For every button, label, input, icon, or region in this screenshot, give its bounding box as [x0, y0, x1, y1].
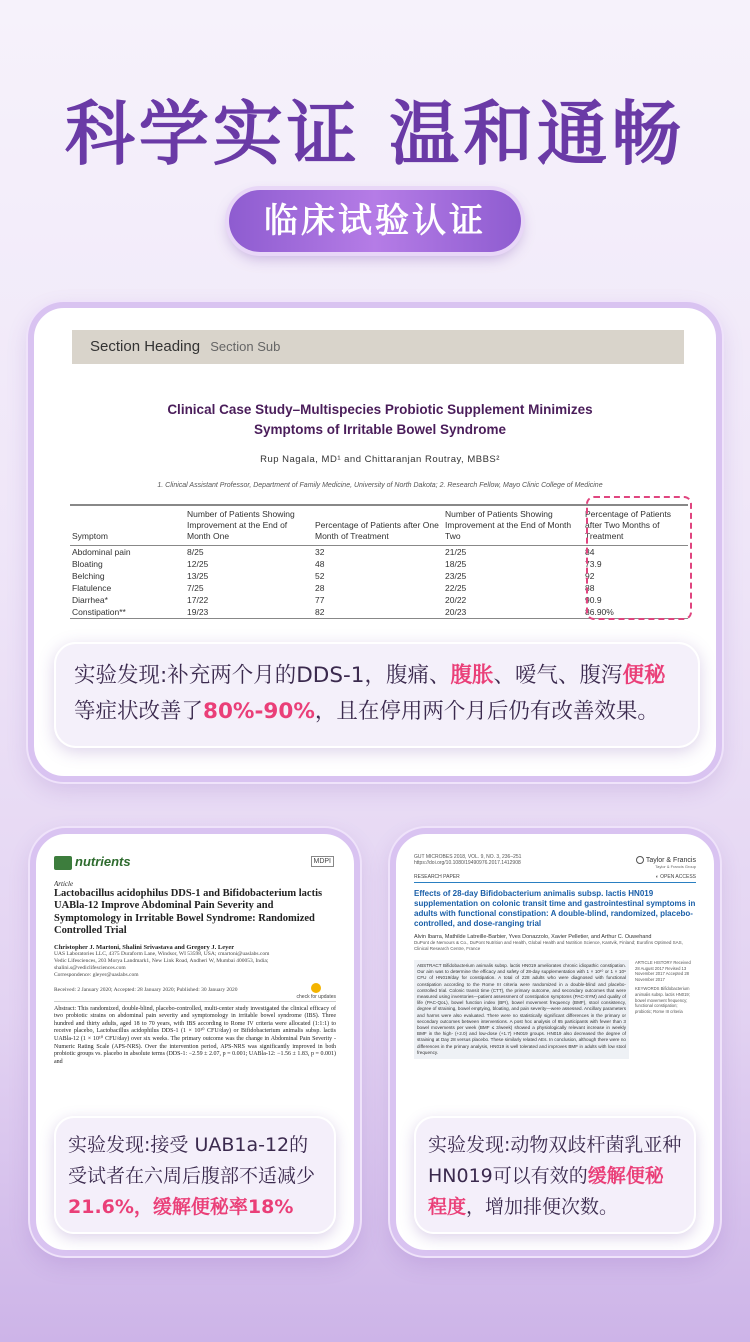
section-heading: Section Heading [90, 338, 201, 355]
table-cell: 90.9 [585, 595, 602, 605]
table-cell: 88 [585, 583, 595, 593]
table-cell: 20/23 [443, 606, 583, 619]
table-cell: Flatulence [72, 583, 112, 593]
table-cell: 23/25 [445, 571, 467, 581]
paper-sidebar [635, 960, 691, 1059]
table-cell: 8/25 [187, 547, 204, 557]
table-cell: 77 [315, 595, 325, 605]
table-cell: 7/25 [187, 583, 204, 593]
finding-text: 实验发现:动物双歧杆菌乳亚种HN019可以有效的 [428, 1134, 682, 1187]
page-title: 科学实证 温和通畅 [64, 93, 686, 175]
paper-title: Lactobacillus acidophilus DDS-1 and Bifidobacterium lactis UABla-12 Improve Abdominal Pain Severity and Symptomology in Irritable Bowel Syndrome: Randomized Controlled Trial [54, 887, 323, 937]
section-heading-bar [72, 330, 684, 364]
table-cell: 22/25 [445, 583, 467, 593]
article-type: Article [54, 879, 74, 888]
check-updates-icon [311, 983, 321, 993]
finding-highlight: 便秘 [622, 663, 666, 688]
paper-affiliation: Vedic Lifesciences, 203 Morya Landmark1, New Link Road, Andheri W, Mumbai 400053, India; shalini.s@vediclifesciences.com [54, 957, 269, 971]
open-access-badge [656, 874, 696, 880]
table-header: Number of Patients Showing Improvement at the End of Month Two [443, 505, 583, 546]
finding-text: 实验发现:补充两个月的DDS-1，腹痛、 [74, 663, 451, 688]
table-cell: Abdominal pain [72, 547, 131, 557]
journal-logo [54, 854, 336, 870]
table-cell: 48 [315, 559, 325, 569]
table-cell: Constipation** [70, 606, 185, 619]
table-header: Number of Patients Showing Improvement at the End of Month One [185, 505, 313, 546]
leaf-icon [54, 856, 72, 870]
table-cell: 28 [315, 583, 325, 593]
paper-authors: Alvin Ibarra, Mathilde Latreille-Barbier, Yves Donazzolo, Xavier Pelletier, and Arthur C. Ouwehand [414, 934, 652, 940]
table-header: Symptom [70, 505, 185, 546]
open-access-label: OPEN ACCESS [660, 874, 696, 880]
table-cell: 17/22 [187, 595, 209, 605]
article-keywords: KEYWORDS Bifidobacterium animalis subsp. lactis HN019; bowel movement frequency; functional constipation; probiotic; Rome III criteria [635, 986, 690, 1014]
table-cell: 19/23 [185, 606, 313, 619]
table-cell: 20/22 [445, 595, 467, 605]
left-finding-box [54, 1116, 336, 1234]
main-finding-box [54, 642, 700, 748]
nutrients-paper [54, 854, 336, 1104]
paper-dates: Received: 2 January 2020; Accepted: 28 January 2020; Published: 30 January 2020 [54, 986, 238, 993]
publisher-sub: Taylor & Francis Group [655, 864, 696, 869]
check-updates-badge[interactable] [297, 983, 336, 1000]
publisher-logo [636, 856, 696, 869]
finding-text: 实验发现:接受 UAB1a-12的受试者在六周后腹部不适减少 [68, 1134, 316, 1187]
table-header: Percentage of Patients after One Month of Treatment [313, 505, 443, 546]
table-cell: 92 [585, 571, 595, 581]
finding-text: ，增加排便次数。 [466, 1196, 619, 1218]
finding-highlight: 缓解便秘程度 [428, 1165, 664, 1218]
clinical-badge: 临床试验认证 [229, 190, 521, 252]
gut-microbes-paper [414, 854, 696, 1104]
table-cell: 13/25 [187, 571, 209, 581]
paper-abstract: Abstract: This randomized, double-blind, placebo-controlled, multi-center study investigated the clinical efficacy of two probiotic strains on abdominal pain severity and symptomology in irritable bowel syndrome (IBS). Three hundred and thirty adults, aged 18 to 70 years, with IBS according to Rome IV criteria were allocated (1:1:1) to receive placebo, Lactobacillus acidophilus DDS-1 (1 × 10¹⁰ CFU/day) or Bifidobacterium animalis subsp. lactis UABla-12 (1 × 10¹⁰ CFU/day) over six weeks. The primary outcome was the change in Abdominal Pain Severity - Numeric Rating Scale (APS-NRS). Over the intervention period, APS-NRS was significantly improved in both probiotic groups vs. placebo in absolute terms (DDS-1: −2.59 ± 2.07, p = 0.001; UABla-12: −1.56 ± 1.83, p = 0.001) and [54, 1005, 336, 1065]
highlight-dashed-box [586, 496, 692, 620]
paper-correspondence: Correspondence: gleyer@uaslabs.com [54, 971, 139, 978]
paper-type-bar [414, 874, 696, 883]
study-title [64, 400, 696, 440]
study-authors: Rup Nagala, MD¹ and Chittaranjan Routray, MBBS² [260, 454, 500, 465]
check-updates-label: check for updates [296, 993, 336, 1000]
finding-highlight: 80%-90% [203, 699, 315, 724]
table-cell: 32 [315, 547, 325, 557]
table-cell: 82 [313, 606, 443, 619]
study-title-line2: Symptoms of Irritable Bowel Syndrome [253, 422, 507, 437]
finding-text: ，且在停用两个月后仍有改善效果。 [314, 699, 659, 724]
paper-affiliation: UAS Laboratories LLC, 4375 Duraform Lane, Windsor, WI 53598, USA; cmartoni@uaslabs.com [54, 950, 270, 957]
table-cell: 52 [315, 571, 325, 581]
right-paper-card [390, 828, 720, 1256]
finding-text: 、嗳气、腹泻 [493, 663, 623, 688]
finding-text: 等症状改善了 [74, 699, 204, 724]
table-cell: Bloating [72, 559, 103, 569]
journal-meta: GUT MICROBES 2018, VOL. 9, NO. 3, 236–251 https://doi.org/10.1080/19490976.2017.1412908 [414, 854, 522, 866]
right-finding-box [414, 1116, 696, 1234]
article-history: ARTICLE HISTORY Received 28 August 2017 Revised 13 November 2017 Accepted 28 November 2017 [635, 960, 691, 982]
finding-highlight: 21.6%，缓解便秘率18% [68, 1196, 294, 1218]
paper-affiliation: DuPont de Nemours & Co., DuPont Nutrition and Health, Global Health and Nutrition Science, Kantvik, Finland; Eurofins Optimed SAS, Clinical Research Centre, France [414, 940, 683, 951]
table-cell: Diarrhea* [72, 595, 108, 605]
paper-abstract: ABSTRACT Bifidobacterium animalis subsp. lactis HN019 ameliorates chronic idiopathic constipation. Our aim was to determine the efficacy and safety of 28-day supplementation with 1 × 10¹⁰ or 1 × 10⁹ CFU of HN019/day for constipation. A total of 228 adults who were diagnosed with functional constipation according to the Rome III criteria were randomized in a double-blind and placebo-controlled trial. Colonic transit time (CTT), the primary outcome, and secondary outcomes that were measured using inventories—patient assessment of constipation symptoms (PAC-SYM) and quality of life (PAC-QoL), bowel function index (BFI), bowel movement frequency (BMF), stool consistency, degree of straining, bowel emptying, bloating, and pain severity—were assessed. Ancillary parameters and harms were also evaluated. There were no statistically significant differences in the primary or secondary outcomes between interventions. A post hoc analysis of 65 participants with fewer than 3 bowel movements per week (BMF ≤ 3/week) showed a physiologically relevant increase in weekly BMF in the high- (+2.0) and low-dose (+1.7) HN019 groups. HN019 also decreased the degree of straining at Day 28 versus placebo. These similarly related AEs. In conclusion, although there were no differences in the primary analysis, HN019 is well tolerated and improves BMF in adults with low stool frequency. [414, 960, 629, 1059]
table-cell: 86.90% [583, 606, 688, 619]
table-cell: 84 [585, 547, 595, 557]
paper-title: Effects of 28-day Bifidobacterium animalis subsp. lactis HN019 supplementation on colonic transit time and gastrointestinal symptoms in adults with functional constipation: A double-blind, randomized, placebo-controlled, and dose-ranging trial [414, 889, 696, 928]
main-study-card [28, 302, 722, 782]
lock-open-icon: ◐ [655, 874, 659, 880]
study-title-line1: Clinical Case Study–Multispecies Probiotic Supplement Minimizes [167, 402, 593, 417]
study-affiliations: 1. Clinical Assistant Professor, Department of Family Medicine, University of North Dakota; 2. Research Fellow, Mayo Clinic College of Medicine [157, 482, 603, 489]
finding-highlight: 腹胀 [450, 663, 494, 688]
table-cell: 73.9 [585, 559, 602, 569]
table-cell: 12/25 [187, 559, 209, 569]
publisher-logo: MDPI [311, 856, 335, 867]
table-cell: 21/25 [445, 547, 467, 557]
publisher-name: Taylor & Francis [645, 856, 696, 864]
journal-name: nutrients [75, 854, 131, 869]
taylor-francis-icon [636, 856, 644, 864]
table-cell: Belching [72, 571, 105, 581]
left-paper-card [30, 828, 360, 1256]
table-cell: 18/25 [445, 559, 467, 569]
table-header: Percentage of Patients after Two Months of Treatment [583, 505, 688, 546]
paper-authors: Christopher J. Martoni, Shalini Srivastava and Gregory J. Leyer [54, 943, 235, 951]
paper-type: RESEARCH PAPER [414, 874, 460, 880]
section-sub: Section Sub [210, 339, 281, 354]
